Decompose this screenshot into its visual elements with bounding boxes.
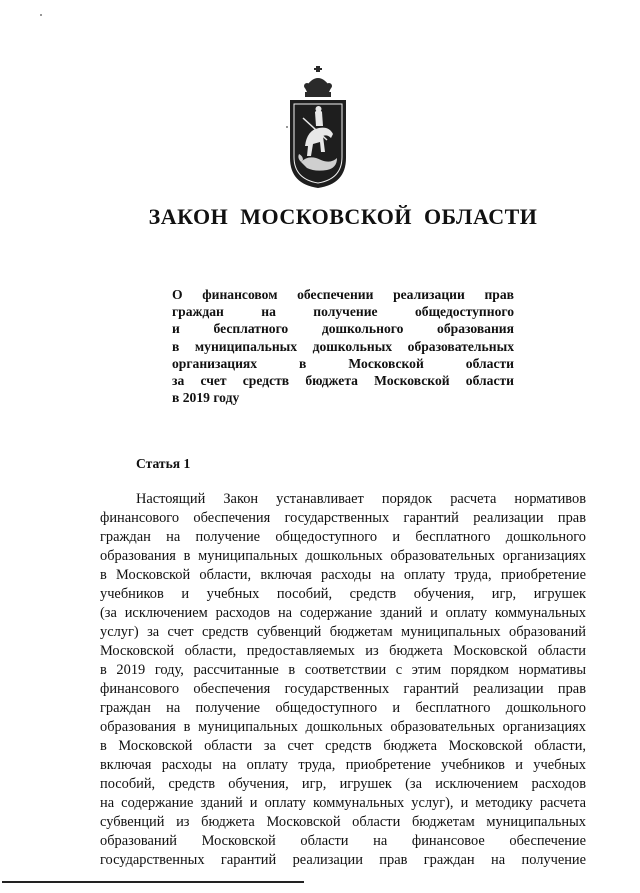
subject-line: за счет средств бюджета Московской области	[172, 373, 514, 389]
body-line: на содержание зданий и оплату коммунальных услуг), и методику расчета	[100, 795, 586, 811]
body-line: в Московской области, включая расходы на оплату труда, приобретение	[100, 567, 586, 583]
scan-edge-line	[2, 881, 304, 883]
body-line: в Московской области за счет средств бюджета Московской области,	[100, 738, 586, 754]
body-line: граждан на получение общедоступного и бесплатного дошкольного	[100, 700, 586, 716]
body-line: (за исключением расходов на содержание зданий и оплату коммунальных	[100, 605, 586, 621]
article-body	[100, 490, 586, 870]
body-line: включая расходы на оплату труда, приобретение учебников и учебных	[100, 757, 586, 773]
scan-speck	[286, 126, 288, 128]
subject-line: и бесплатного дошкольного образования	[172, 321, 514, 337]
body-line: Московской области, предоставляемых из бюджета Московской области	[100, 643, 586, 659]
body-line: в 2019 году, рассчитанные в соответствии с этим порядком нормативы	[100, 662, 586, 678]
body-line: образований Московской области на финансовое обеспечение	[100, 833, 586, 849]
article-heading: Статья 1	[136, 456, 191, 471]
body-line: учебников и учебных пособий, средств обучения, игр, игрушек	[100, 586, 586, 602]
subject-line: в муниципальных дошкольных образовательных	[172, 338, 514, 354]
body-line: государственных гарантий реализации прав граждан на получение	[100, 852, 586, 868]
body-line: Настоящий Закон устанавливает порядок расчета нормативов	[136, 491, 586, 507]
body-line: субвенций из бюджета Московской области бюджетам муниципальных	[100, 814, 586, 830]
scan-speck	[40, 14, 42, 16]
subject-line: О финансовом обеспечении реализации прав	[172, 287, 514, 302]
subject-line: граждан на получение общедоступного	[172, 304, 514, 320]
body-line: пособий, средств обучения, игр, игрушек (за исключением расходов	[100, 776, 586, 792]
body-line: услуг) за счет средств субвенций бюджетам муниципальных образований	[100, 624, 586, 640]
law-subject	[172, 286, 514, 406]
body-line: финансового обеспечения государственных гарантий реализации прав	[100, 510, 586, 526]
body-line: финансового обеспечения государственных гарантий реализации прав	[100, 681, 586, 697]
body-line: образования в муниципальных дошкольных образовательных организациях	[100, 719, 586, 735]
body-line: образования в муниципальных дошкольных образовательных организациях	[100, 548, 586, 564]
law-title: ЗАКОН МОСКОВСКОЙ ОБЛАСТИ	[148, 204, 538, 229]
subject-line: организациях в Московской области	[172, 355, 514, 371]
subject-line: в 2019 году	[172, 390, 240, 406]
body-line: граждан на получение общедоступного и бесплатного дошкольного	[100, 529, 586, 545]
coat-of-arms-icon	[287, 66, 349, 190]
